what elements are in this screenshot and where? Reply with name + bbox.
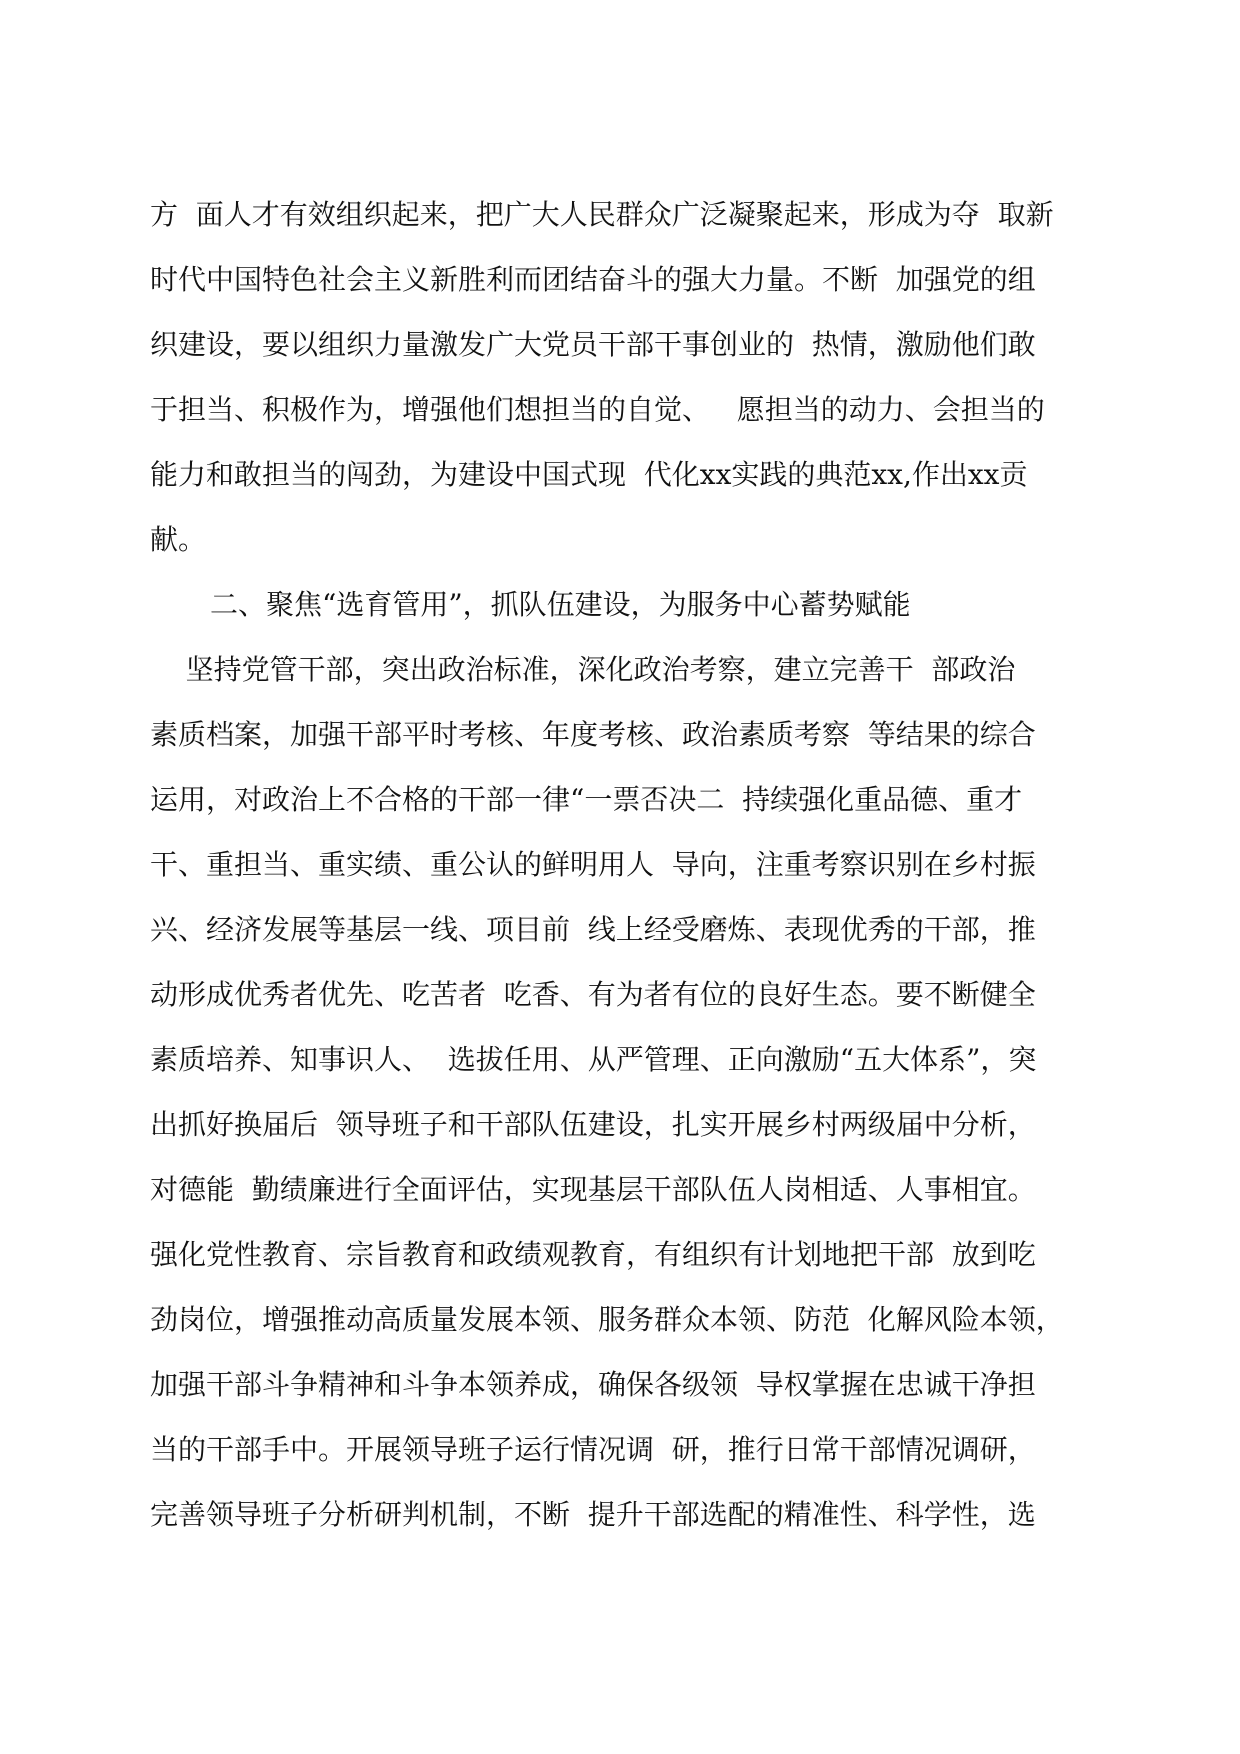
text-line: 兴、经济发展等基层一线、项目前 线上经受磨炼、表现优秀的干部，推: [150, 913, 1036, 946]
text-line: 强化党性教育、宗旨教育和政绩观教育，有组织有计划地把干部 放到吃: [150, 1238, 1036, 1271]
text-line: 完善领导班子分析研判机制，不断 提升干部选配的精准性、科学性，选: [150, 1498, 1036, 1531]
text-line: 素质档案，加强干部平时考核、年度考核、政治素质考察 等结果的综合: [150, 718, 1036, 751]
text-line: 出抓好换届后 领导班子和干部队伍建设，扎实开展乡村两级届中分析，: [150, 1108, 1036, 1141]
text-line: 运用，对政治上不合格的干部一律“一票否决二 持续强化重品德、重才: [150, 783, 1023, 816]
text-line: 劲岗位，增强推动高质量发展本领、服务群众本领、防范 化解风险本领，: [150, 1303, 1064, 1336]
body-text: [150, 182, 1090, 1547]
text-line: 加强干部斗争精神和斗争本领养成，确保各级领 导权掌握在忠诚干净担: [150, 1368, 1036, 1401]
text-line: 方 面人才有效组织起来，把广大人民群众广泛凝聚起来，形成为夺 取新: [150, 198, 1054, 231]
text-line: 坚持党管干部，突出政治标准，深化政治考察，建立完善干 部政治: [150, 653, 1016, 686]
text-line: 织建设，要以组织力量激发广大党员干部干事创业的 热情，激励他们敢: [150, 328, 1036, 361]
text-line: 素质培养、知事识人、 选拔任用、从严管理、正向激励“五大体系”，突: [150, 1043, 1037, 1076]
text-line: 当的干部手中。开展领导班子运行情况调 研，推行日常干部情况调研，: [150, 1433, 1036, 1466]
text-line: 对德能 勤绩廉进行全面评估，实现基层干部队伍人岗相适、人事相宜。: [150, 1173, 1036, 1206]
text-line: 能力和敢担当的闯劲，为建设中国式现 代化xx实践的典范xx,作出xx贡: [150, 458, 1028, 491]
text-line: 时代中国特色社会主义新胜利而团结奋斗的强大力量。不断 加强党的组: [150, 263, 1036, 296]
text-line: 干、重担当、重实绩、重公认的鲜明用人 导向，注重考察识别在乡村振: [150, 848, 1036, 881]
section-heading: 二、聚焦“选育管用”，抓队伍建设，为服务中心蓄势赋能: [210, 588, 911, 621]
text-line: 于担当、积极作为，增强他们想担当的自觉、 愿担当的动力、会担当的: [150, 393, 1045, 426]
text-line: 献。: [150, 523, 207, 556]
text-line: 动形成优秀者优先、吃苦者 吃香、有为者有位的良好生态。要不断健全: [150, 978, 1036, 1011]
